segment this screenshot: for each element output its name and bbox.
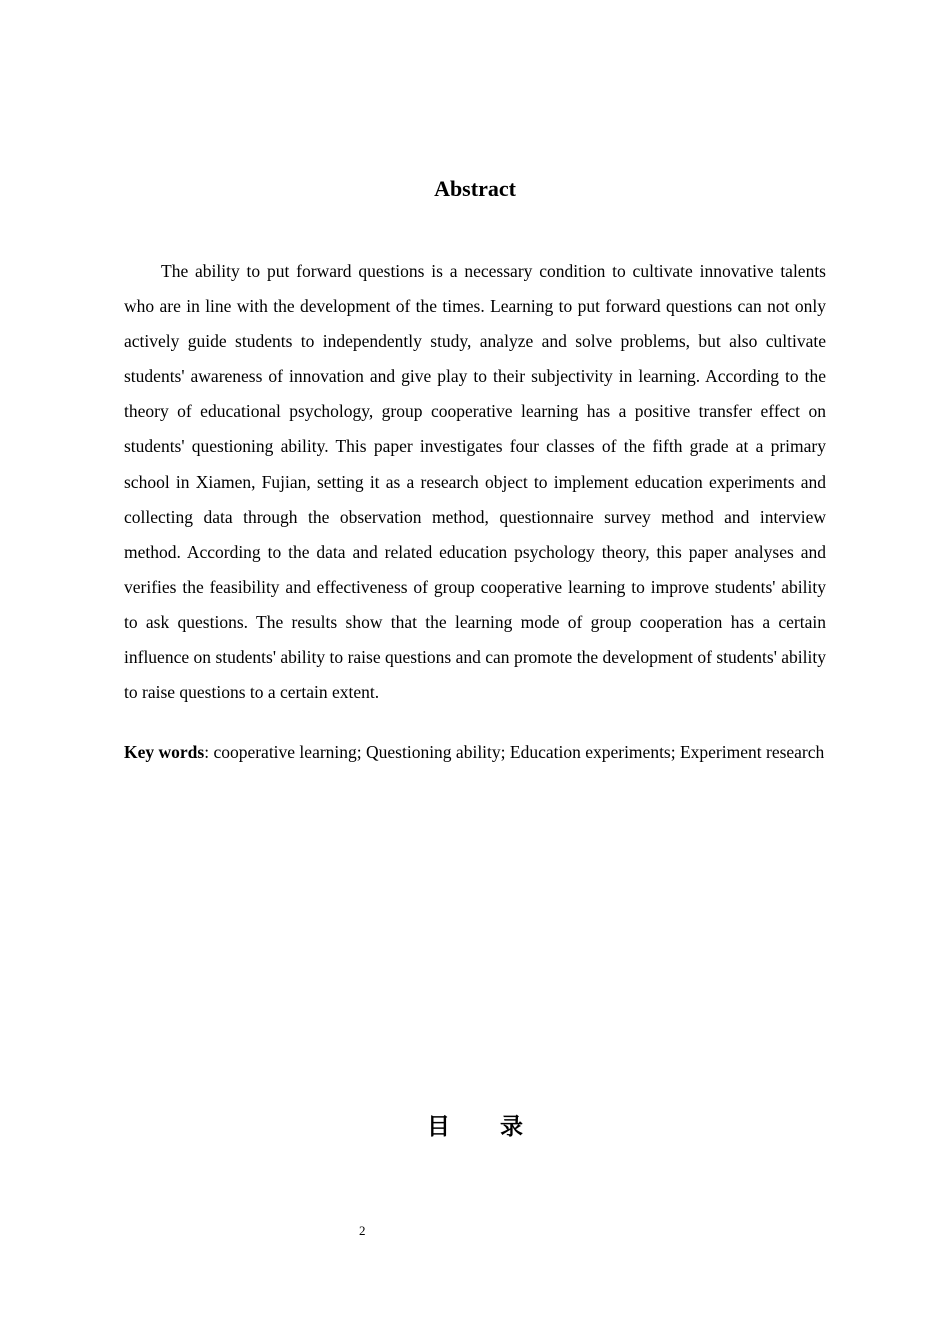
page-number: 2	[359, 1223, 366, 1238]
keywords-line	[124, 741, 826, 763]
abstract-heading: Abstract	[434, 176, 516, 201]
table-of-contents-heading: 目 录	[426, 1114, 523, 1140]
keywords-label: Key words	[124, 742, 205, 762]
keywords-list: : cooperative learning; Questioning ability; Education experiments; Experiment research	[204, 742, 825, 762]
abstract-paragraph: The ability to put forward questions is a necessary condition to cultivate innovative talents who are in line with the development of the times. Learning to put forward questions can not only actively guide students to independently study, analyze and solve problems, but also cultivate students' awareness of innovation and give play to their subjectivity in learning. According to the theory of educational psychology, group cooperative learning has a positive transfer effect on students' questioning ability. This paper investigates four classes of the fifth grade at a primary school in Xiamen, Fujian, setting it as a research object to implement education experiments and collecting data through the observation method, questionnaire survey method and interview method. According to the data and related education psychology theory, this paper analyses and verifies the feasibility and effectiveness of group cooperative learning to improve students' ability to ask questions. The results show that the learning mode of group cooperation has a certain influence on students' ability to raise questions and can promote the development of students' ability to raise questions to a certain extent.	[124, 261, 826, 703]
